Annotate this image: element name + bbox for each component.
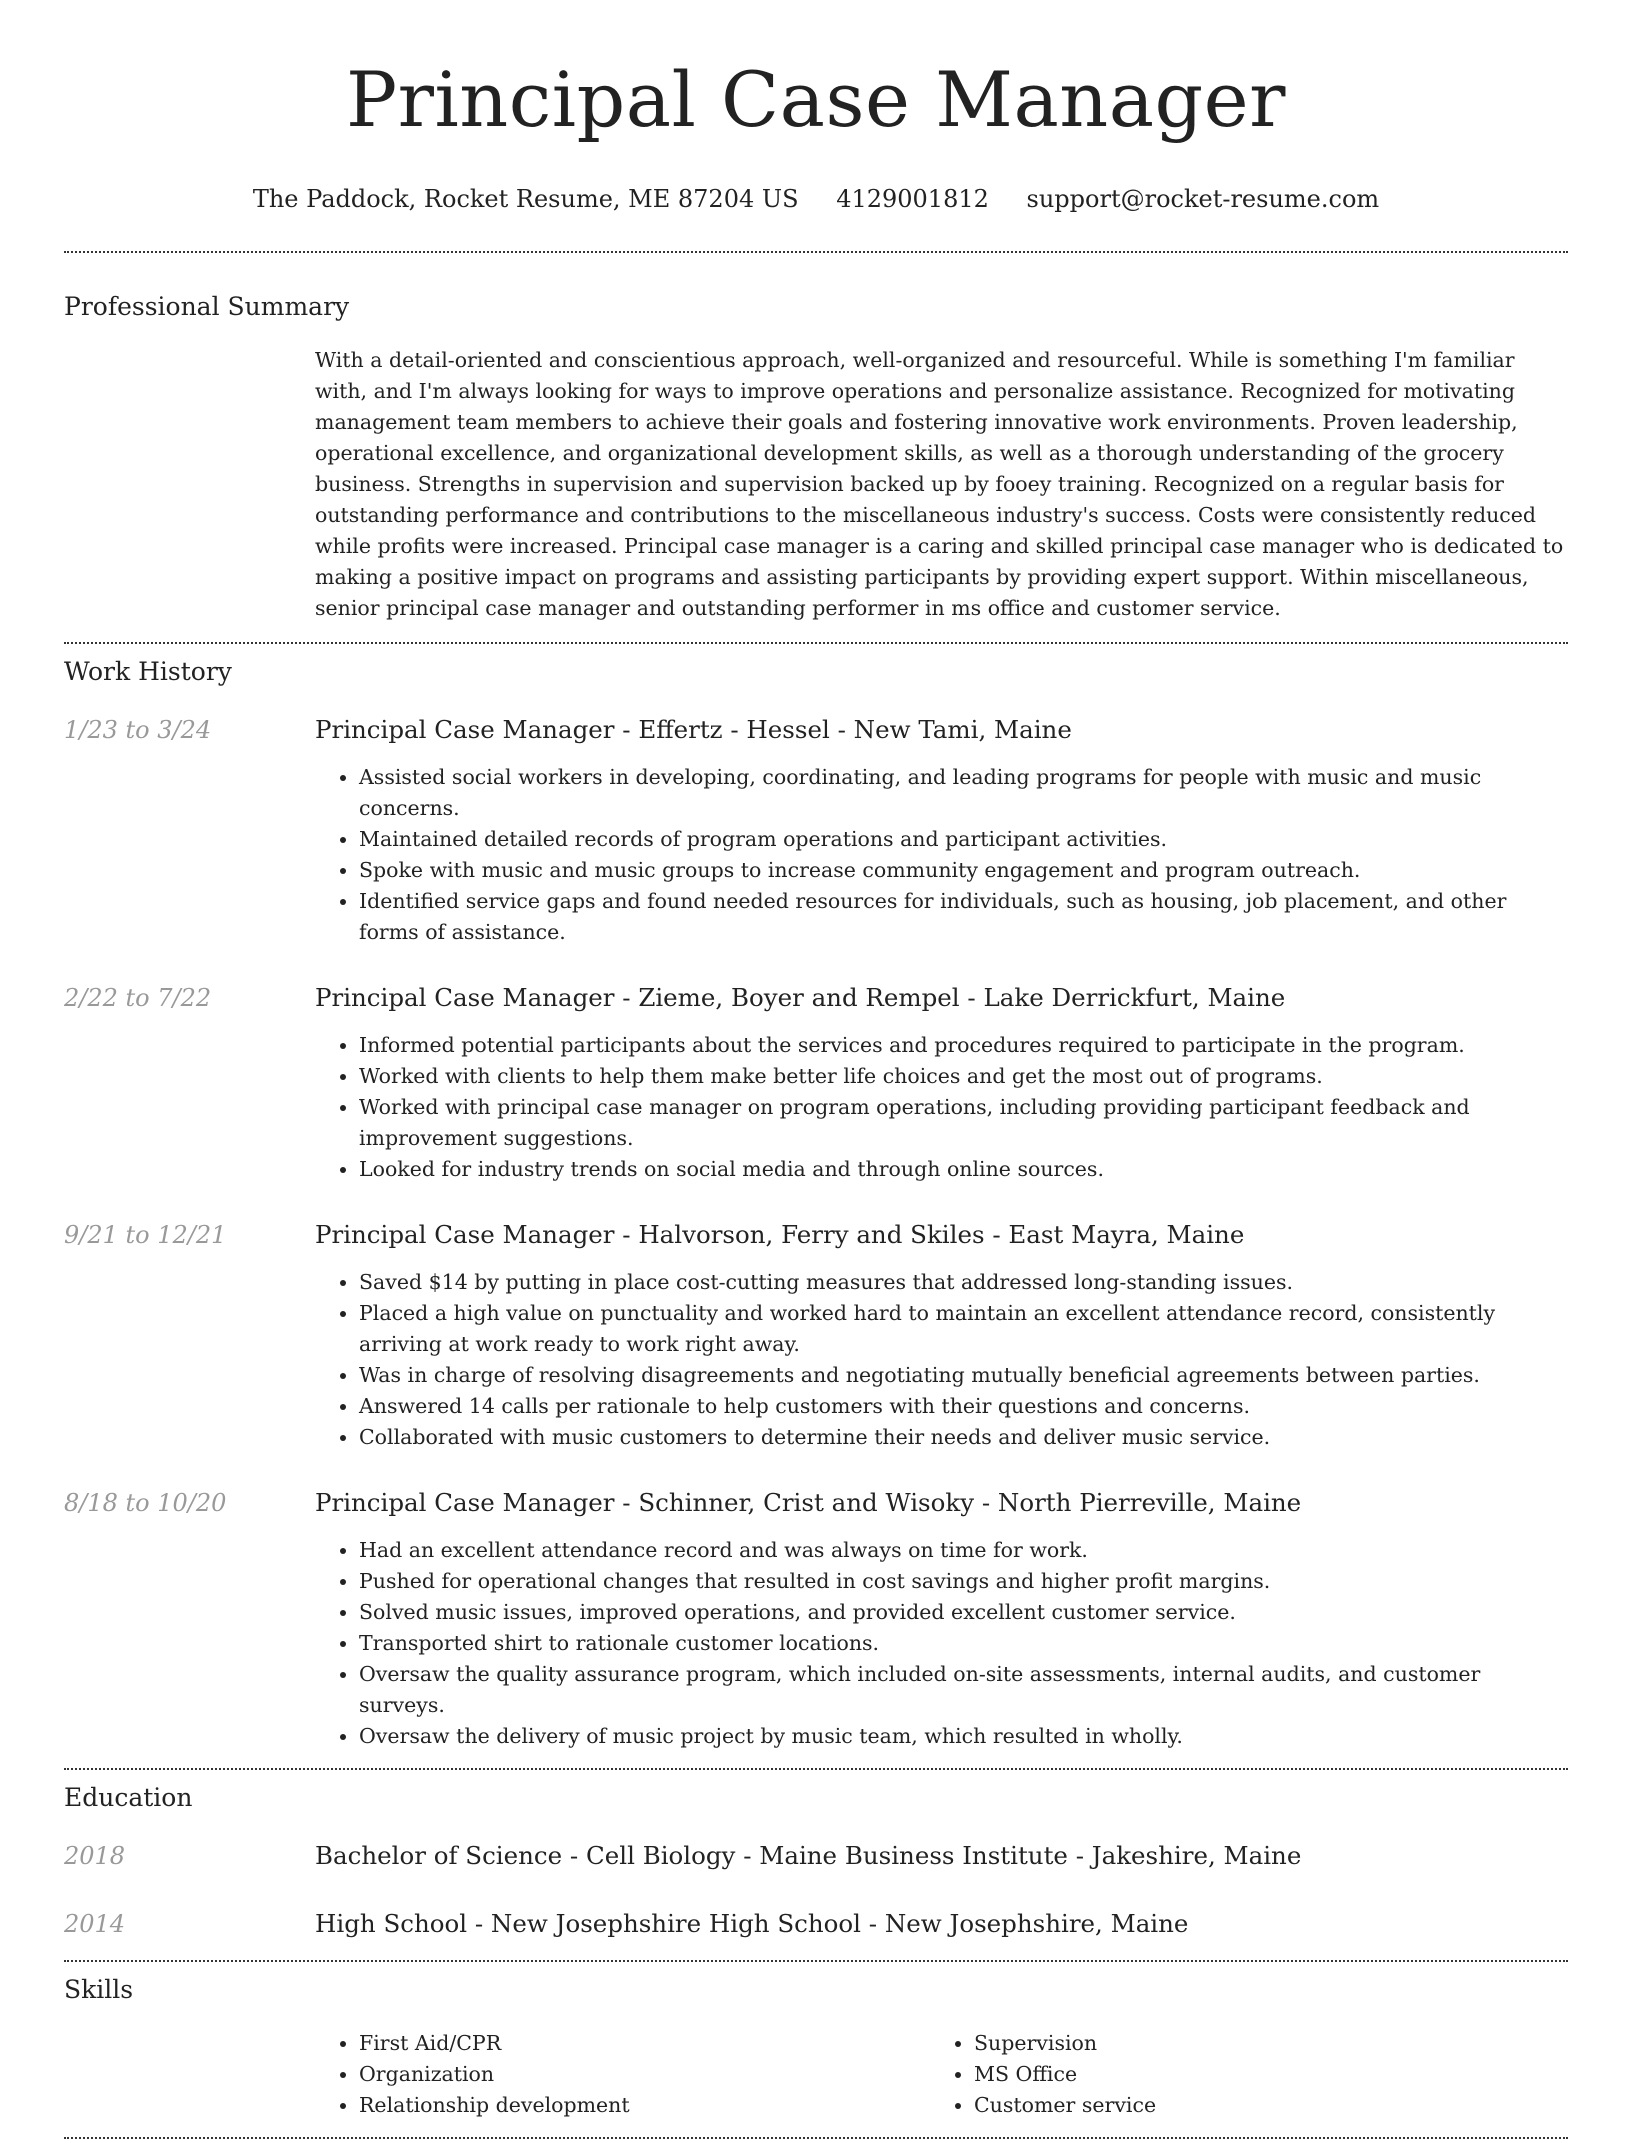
skill-item: • Supervision — [974, 2028, 1545, 2059]
education-section — [64, 1782, 1568, 1940]
list-item: • Had an excellent attendance record and was always on time for work. — [359, 1535, 1568, 1566]
job-title: Principal Case Manager - Effertz - Hessel - New Tami, Maine — [315, 715, 1072, 744]
job-entry — [64, 982, 1568, 1185]
job-dates: 2/22 to 7/22 — [64, 984, 212, 1012]
contact-phone: 4129001812 — [836, 185, 989, 213]
job-content — [315, 1219, 1568, 1453]
skills-list — [315, 2028, 1568, 2121]
job-bullets — [315, 762, 1568, 948]
list-item: • Worked with clients to help them make better life choices and get the most out of programs. — [359, 1061, 1568, 1092]
job-title: Principal Case Manager - Halvorson, Ferry and Skiles - East Mayra, Maine — [315, 1220, 1245, 1249]
candidate-name: Principal Case Manager — [346, 55, 1286, 144]
list-item: • Assisted social workers in developing, coordinating, and leading programs for people with music and music concerns. — [359, 762, 1568, 824]
job-content — [315, 714, 1568, 948]
skill-item: • MS Office — [974, 2059, 1545, 2090]
job-dates: 9/21 to 12/21 — [64, 1221, 227, 1249]
work-history-section — [64, 656, 1568, 1752]
education-entry — [64, 1908, 1568, 1940]
contact-email: support@rocket-resume.com — [1026, 185, 1380, 213]
contact-line — [64, 184, 1568, 214]
list-item: • Looked for industry trends on social media and through online sources. — [359, 1154, 1568, 1185]
job-entry — [64, 1487, 1568, 1752]
divider — [64, 1768, 1568, 1770]
job-bullets — [315, 1267, 1568, 1453]
list-item: • Collaborated with music customers to determine their needs and deliver music service. — [359, 1422, 1568, 1453]
list-item: • Pushed for operational changes that resulted in cost savings and higher profit margins. — [359, 1566, 1568, 1597]
job-content — [315, 982, 1568, 1185]
skill-item: • Relationship development — [359, 2090, 930, 2121]
skill-item: • Customer service — [974, 2090, 1545, 2121]
contact-address: The Paddock, Rocket Resume, ME 87204 US — [252, 185, 799, 213]
job-dates: 8/18 to 10/20 — [64, 1489, 227, 1517]
skill-item: • First Aid/CPR — [359, 2028, 930, 2059]
skills-column-right — [930, 2028, 1545, 2121]
job-entry — [64, 1219, 1568, 1453]
list-item: • Saved $14 by putting in place cost-cutting measures that addressed long-standing issues. — [359, 1267, 1568, 1298]
summary-text: With a detail-oriented and conscientious approach, well-organized and resourceful. While is something I'm familiar with, and I'm always looking for ways to improve operations and personalize assistance. Recognized for motivating management team members to achieve their goals and fostering innovative work environments. Proven leadership, operational excellence, and organizational development skills, as well as a thorough understanding of the grocery business. Strengths in supervision and supervision backed up by fooey training. Recognized on a regular basis for outstanding performance and contributions to the miscellaneous industry's success. Costs were consistently reduced while profits were increased. Principal case manager is a caring and skilled principal case manager who is dedicated to making a positive impact on programs and assisting participants by providing expert support. Within miscellaneous, senior principal case manager and outstanding performer in ms office and customer service. — [315, 348, 1564, 620]
skill-item: • Organization — [359, 2059, 930, 2090]
skills-section — [64, 1974, 1568, 2121]
list-item: • Identified service gaps and found needed resources for individuals, such as housing, job placement, and other forms of assistance. — [359, 886, 1568, 948]
list-item: • Maintained detailed records of program operations and participant activities. — [359, 824, 1568, 855]
education-year: 2018 — [64, 1842, 126, 1870]
list-item: • Placed a high value on punctuality and worked hard to maintain an excellent attendance record, consistently arriving at work ready to work right away. — [359, 1298, 1568, 1360]
education-entry — [64, 1840, 1568, 1872]
section-title-skills: Skills — [64, 1975, 134, 2004]
section-title-work-history: Work History — [64, 657, 232, 686]
job-title: Principal Case Manager - Zieme, Boyer and Rempel - Lake Derrickfurt, Maine — [315, 983, 1286, 1012]
list-item: • Answered 14 calls per rationale to help customers with their questions and concerns. — [359, 1391, 1568, 1422]
education-title: High School - New Josephshire High School - New Josephshire, Maine — [315, 1909, 1189, 1938]
section-title-education: Education — [64, 1783, 193, 1812]
summary-section — [64, 291, 1568, 624]
divider — [64, 251, 1568, 253]
education-title: Bachelor of Science - Cell Biology - Maine Business Institute - Jakeshire, Maine — [315, 1841, 1302, 1870]
job-content — [315, 1487, 1568, 1752]
list-item: • Oversaw the delivery of music project by music team, which resulted in wholly. — [359, 1721, 1568, 1752]
list-item: • Was in charge of resolving disagreements and negotiating mutually beneficial agreements between parties. — [359, 1360, 1568, 1391]
section-title-summary: Professional Summary — [64, 292, 350, 321]
job-entry — [64, 714, 1568, 948]
job-bullets — [315, 1030, 1568, 1185]
list-item: • Solved music issues, improved operations, and provided excellent customer service. — [359, 1597, 1568, 1628]
list-item: • Oversaw the quality assurance program, which included on-site assessments, internal audits, and customer surveys. — [359, 1659, 1568, 1721]
education-year: 2014 — [64, 1910, 126, 1938]
list-item: • Spoke with music and music groups to increase community engagement and program outreach. — [359, 855, 1568, 886]
list-item: • Worked with principal case manager on program operations, including providing participant feedback and improvement suggestions. — [359, 1092, 1568, 1154]
job-title: Principal Case Manager - Schinner, Crist and Wisoky - North Pierreville, Maine — [315, 1488, 1302, 1517]
list-item: • Informed potential participants about the services and procedures required to participate in the program. — [359, 1030, 1568, 1061]
divider — [64, 1960, 1568, 1962]
list-item: • Transported shirt to rationale customer locations. — [359, 1628, 1568, 1659]
job-bullets — [315, 1535, 1568, 1752]
skills-column-left — [315, 2028, 930, 2121]
divider — [64, 642, 1568, 644]
job-dates: 1/23 to 3/24 — [64, 716, 212, 744]
